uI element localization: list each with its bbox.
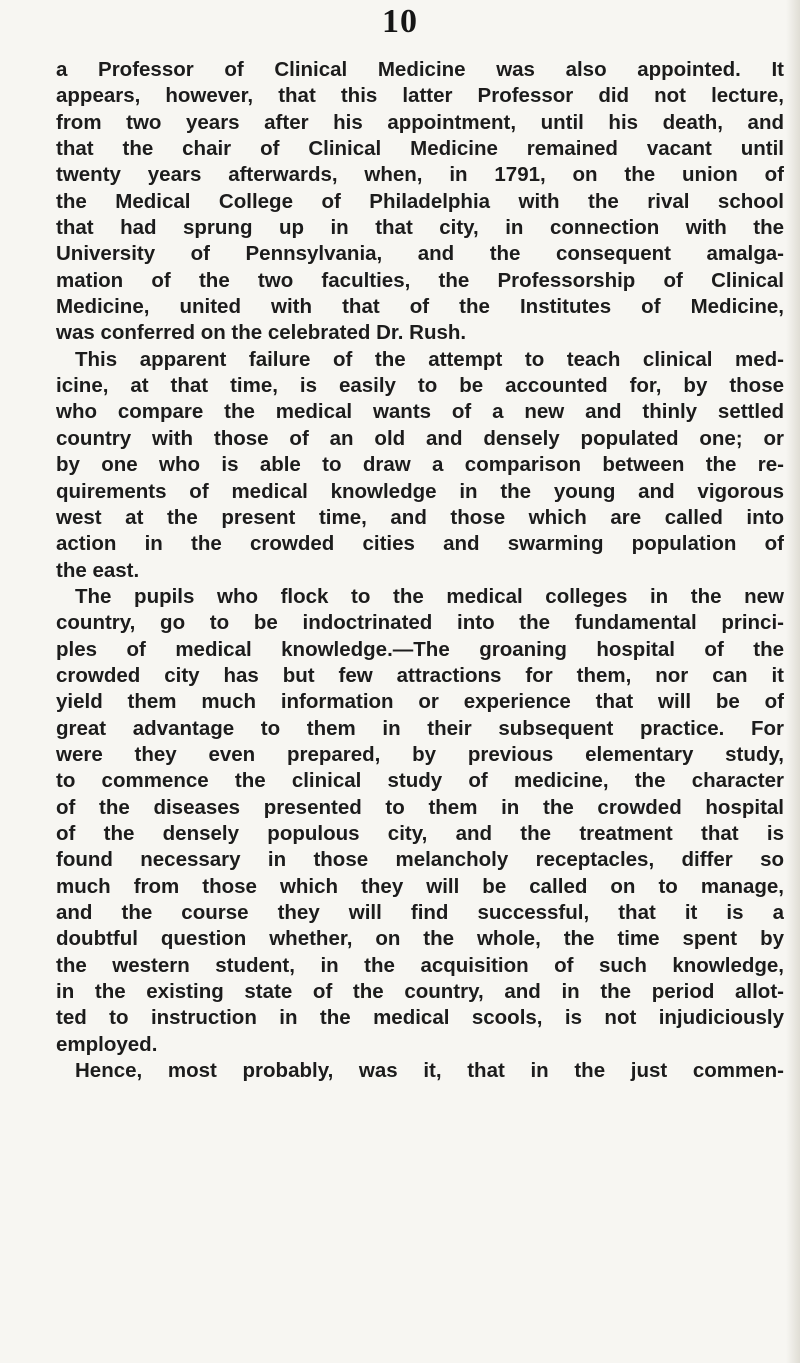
- text-line: of the diseases presented to them in the crowded hospital: [56, 795, 784, 819]
- text-line: yield them much information or experience that will be of: [56, 690, 784, 714]
- text-line: action in the crowded cities and swarming population of: [56, 532, 784, 556]
- text-line: of the densely populous city, and the treatment that is: [56, 821, 784, 845]
- text-line: a Professor of Clinical Medicine was also appointed. It: [56, 58, 784, 81]
- text-line: country with those of an old and densely populated one; or: [56, 426, 784, 450]
- text-line: the western student, in the acquisition of such knowledge,: [56, 953, 784, 977]
- text-line: who compare the medical wants of a new and thinly settled: [56, 400, 784, 424]
- body-text: [56, 57, 784, 1084]
- text-line: quirements of medical knowledge in the young and vigorous: [56, 479, 784, 503]
- text-line: Medicine, united with that of the Institutes of Medicine,: [56, 295, 784, 319]
- text-line: west at the present time, and those which are called into: [56, 505, 784, 529]
- text-line: the east.: [56, 558, 140, 582]
- text-line: employed.: [56, 1032, 158, 1056]
- text-line: This apparent failure of the attempt to teach clinical med-: [75, 347, 784, 371]
- page-number: 10: [382, 3, 418, 40]
- text-line: were they even prepared, by previous elementary study,: [56, 742, 784, 766]
- text-line: in the existing state of the country, and in the period allot-: [56, 980, 784, 1004]
- text-line: ples of medical knowledge.—The groaning hospital of the: [56, 637, 784, 661]
- text-line: that the chair of Clinical Medicine remained vacant until: [56, 137, 784, 161]
- text-line: great advantage to them in their subsequent practice. For: [56, 716, 784, 740]
- text-line: found necessary in those melancholy receptacles, differ so: [56, 848, 784, 872]
- text-line: The pupils who flock to the medical colleges in the new: [75, 584, 784, 608]
- text-line: by one who is able to draw a comparison between the re-: [56, 453, 784, 477]
- text-line: doubtful question whether, on the whole, the time spent by: [56, 927, 784, 951]
- text-line: was conferred on the celebrated Dr. Rush.: [56, 321, 467, 345]
- text-line: appears, however, that this latter Professor did not lecture,: [56, 84, 784, 108]
- text-line: Hence, most probably, was it, that in the just commen-: [75, 1059, 784, 1083]
- text-line: University of Pennsylvania, and the consequent amalga-: [56, 242, 784, 266]
- text-line: the Medical College of Philadelphia with the rival school: [56, 189, 784, 213]
- text-line: ted to instruction in the medical scools, is not injudiciously: [56, 1006, 784, 1030]
- text-line: crowded city has but few attractions for them, nor can it: [56, 663, 784, 687]
- text-line: from two years after his appointment, until his death, and: [56, 110, 784, 134]
- text-line: mation of the two faculties, the Professorship of Clinical: [56, 268, 784, 292]
- text-line: and the course they will find successful, that it is a: [56, 901, 784, 924]
- text-line: much from those which they will be called on to manage,: [56, 874, 784, 898]
- text-line: twenty years afterwards, when, in 1791, on the union of: [56, 163, 784, 187]
- text-line: to commence the clinical study of medicine, the character: [56, 769, 784, 793]
- page-edge-shadow: [786, 0, 800, 1363]
- text-line: that had sprung up in that city, in connection with the: [56, 216, 784, 240]
- text-line: icine, at that time, is easily to be accounted for, by those: [56, 374, 784, 398]
- text-line: country, go to be indoctrinated into the fundamental princi-: [56, 611, 784, 635]
